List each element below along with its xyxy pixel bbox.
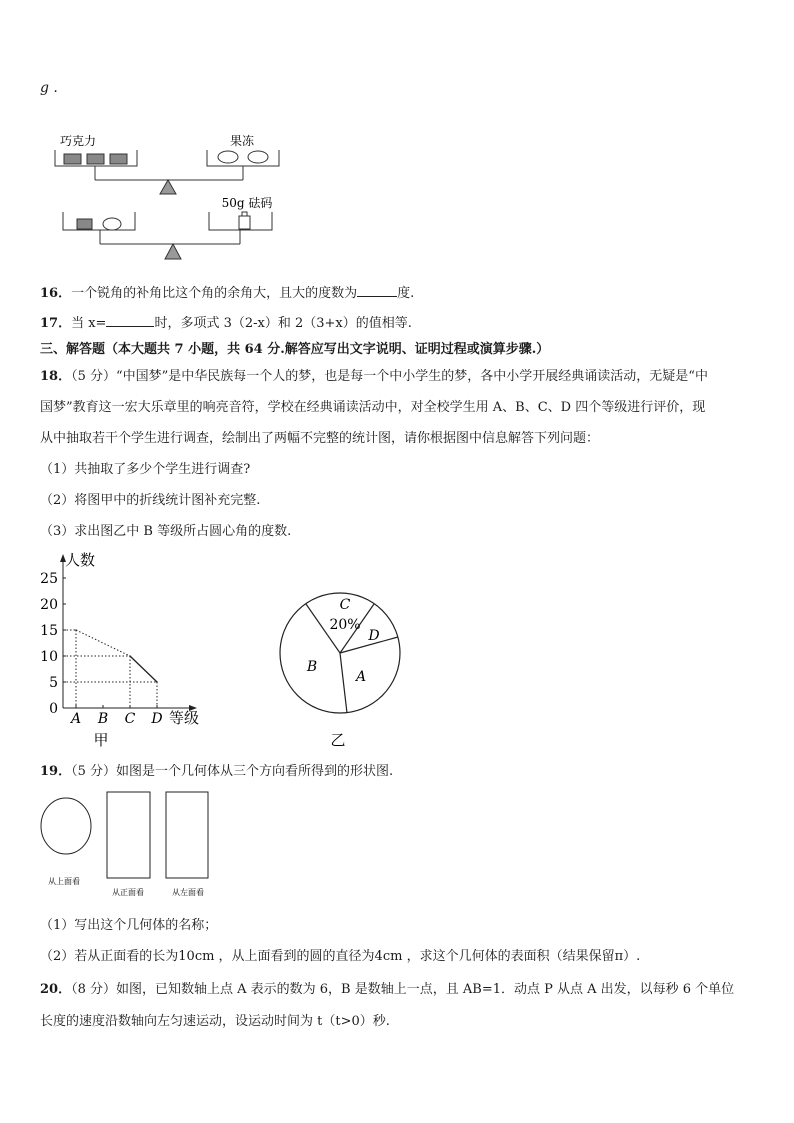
chart-caption: 甲: [93, 731, 109, 748]
series-gap: [76, 630, 130, 656]
section-heading: 三、解答题（本大题共 7 小题，共 64 分.解答应写出文字说明、证明过程或演算步骤.）: [40, 342, 550, 357]
question-18-line1: 18．（5 分）“中国梦”是中华民族每一个人的梦，也是每一个中小学生的梦，各中小学开展经典诵读活动，无疑是“中: [40, 369, 708, 384]
question-19-sub2: （2）若从正面看的长为10cm ，从上面看到的圆的直径为4cm ，求这个几何体的表面积（结果保留π）.: [40, 949, 641, 964]
y-axis-label: 人数: [65, 551, 96, 569]
x-tick-label: A: [70, 711, 82, 727]
chocolate-block: [64, 154, 81, 164]
pie-label-percent: 20%: [329, 617, 361, 633]
question-19-sub1: （1）写出这个几何体的名称；: [40, 918, 218, 933]
question-18-line3: 从中抽取若干个学生进行调查，绘制出了两幅不完整的统计图，请你根据图中信息解答下列问题：: [40, 431, 600, 446]
chocolate-block: [77, 219, 92, 229]
question-18-sub1: （1）共抽取了多少个学生进行调查?: [40, 462, 251, 477]
view-front-caption: 从正面看: [112, 888, 144, 897]
pie-label-a: A: [355, 669, 367, 685]
chocolate-block: [87, 154, 104, 164]
unit-fragment: g .: [40, 80, 58, 96]
weight-50g: [239, 216, 250, 229]
pie-caption: 乙: [330, 731, 346, 749]
pie-label-d: D: [368, 628, 380, 644]
question-16: 16．一个锐角的补角比这个角的余角大，且大的度数为 度.: [40, 286, 415, 301]
y-tick-label: 5: [49, 675, 58, 691]
weight-label: 50g 砝码: [221, 196, 273, 210]
left-view-rect: [166, 792, 208, 878]
chocolate-block: [110, 154, 127, 164]
series-segment: [130, 656, 157, 682]
three-views-figure: [36, 788, 226, 900]
x-tick-label: C: [124, 711, 136, 727]
x-axis-label: 等级: [169, 709, 200, 727]
fulcrum-bottom: [165, 244, 181, 259]
x-tick-label: D: [151, 711, 163, 727]
question-18-line2: 国梦”教育这一宏大乐章里的响亮音符，学校在经典诵读活动中，对全校学生用 A、B、C、D 四个等级进行评价，现: [40, 400, 706, 415]
question-20-line2: 长度的速度沿数轴向左匀速运动，设运动时间为 t（t>0）秒.: [40, 1014, 390, 1029]
pie-label-c: C: [339, 597, 351, 613]
question-19: 19．（5 分）如图是一个几何体从三个方向看所得到的形状图.: [40, 764, 394, 779]
x-tick-label: B: [97, 711, 109, 727]
view-left-caption: 从左面看: [172, 888, 204, 897]
jelly-oval: [103, 218, 121, 230]
pie-label-b: B: [306, 659, 318, 675]
answer-blank-17[interactable]: [106, 314, 154, 327]
fulcrum-top: [160, 180, 176, 194]
chocolate-label: 巧克力: [59, 134, 97, 148]
left-pan-bottom: [63, 212, 135, 230]
y-tick-label: 25: [40, 571, 58, 587]
question-18-sub2: （2）将图甲中的折线统计图补充完整.: [40, 493, 261, 508]
front-view-rect: [107, 792, 150, 878]
view-top-caption: 从上面看: [48, 877, 80, 886]
y-tick-label: 15: [40, 623, 58, 639]
question-17: 17．当 x= 时，多项式 3（2-x）和 2（3+x）的值相等.: [40, 316, 412, 331]
data-point-A: [75, 629, 77, 631]
y-tick-label: 0: [49, 701, 58, 717]
balance-scale-figure: [50, 128, 290, 268]
question-20-line1: 20．（8 分）如图，已知数轴上点 A 表示的数为 6，B 是数轴上一点，且 AB=1．动点 P 从点 A 出发，以每秒 6 个单位: [40, 982, 735, 997]
data-point-D: [156, 681, 158, 683]
jelly-oval: [218, 151, 238, 163]
y-tick-label: 10: [40, 649, 58, 665]
pie-chart-yi: [270, 585, 410, 750]
y-tick-label: 20: [40, 597, 58, 613]
data-point-C: [129, 655, 131, 657]
line-chart-jia: [30, 548, 220, 748]
top-view-circle: [41, 798, 91, 854]
jelly-label: 果冻: [229, 134, 255, 148]
answer-blank-16[interactable]: [357, 284, 397, 297]
question-18-sub3: （3）求出图乙中 B 等级所占圆心角的度数.: [40, 524, 292, 539]
jelly-oval: [248, 151, 268, 163]
